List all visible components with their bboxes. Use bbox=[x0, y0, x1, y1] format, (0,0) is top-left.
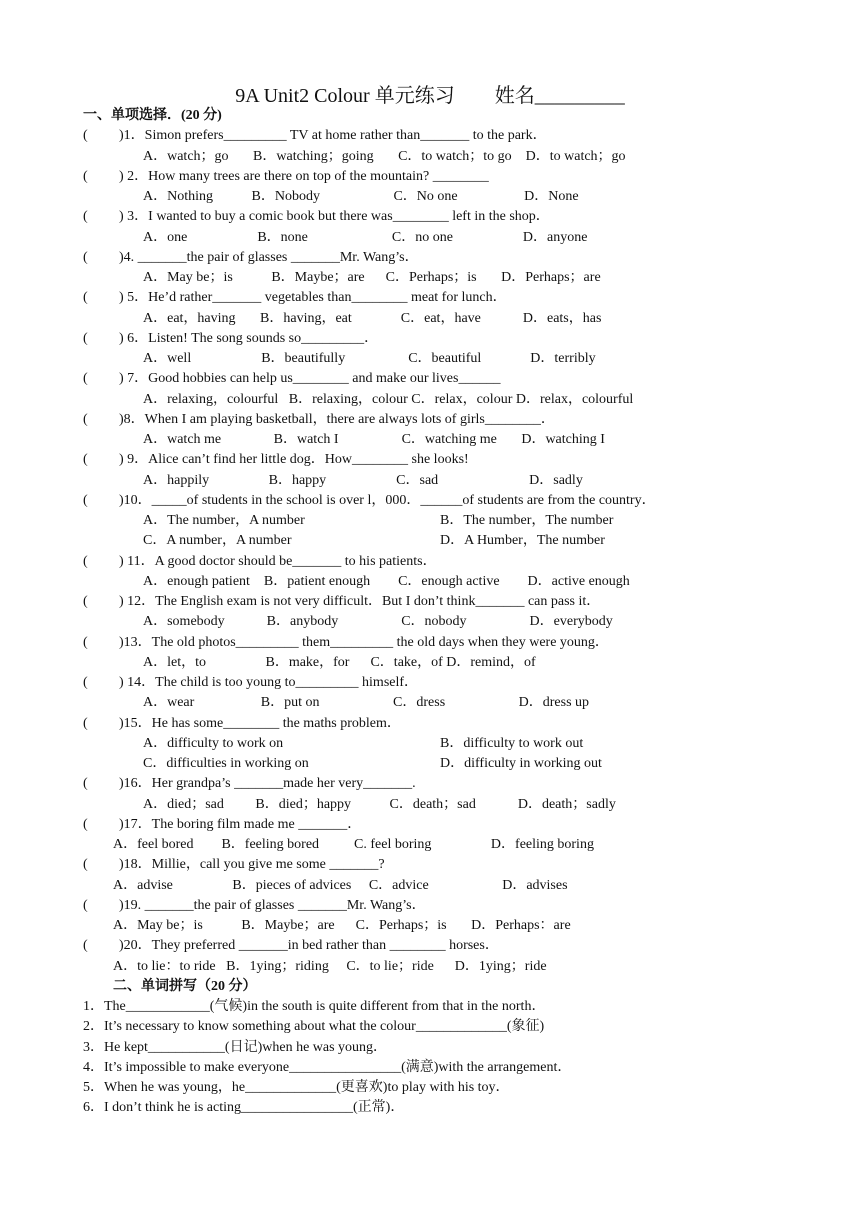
option-right: D．difficulty in working out bbox=[440, 756, 602, 771]
spelling-item: 1．The____________(气候)in the south is quite different from that in the north． bbox=[83, 999, 546, 1014]
question-item bbox=[83, 673, 418, 693]
answer-blank[interactable]: ( bbox=[83, 634, 88, 650]
answer-blank[interactable]: ( bbox=[83, 452, 88, 468]
question-text: )16．Her grandpa’s _______made her very_______. bbox=[119, 776, 416, 792]
answer-blank[interactable]: ( bbox=[83, 715, 88, 731]
option-right: B．difficulty to work out bbox=[440, 735, 584, 751]
question-item bbox=[83, 633, 609, 653]
question-text: )18．Millie，call you give me some _______? bbox=[119, 857, 385, 873]
answer-blank[interactable]: ( bbox=[83, 776, 88, 792]
answer-options: A．Nothing B．Nobody C．No one D．None bbox=[143, 189, 579, 204]
spelling-item: 3．He kept___________(日记)when he was young． bbox=[83, 1039, 388, 1055]
answer-options bbox=[143, 531, 605, 551]
option-left: A．difficulty to work on bbox=[143, 735, 284, 751]
question-item bbox=[83, 450, 469, 470]
question-item bbox=[83, 207, 550, 227]
section-heading: 二、单词拼写（20 分） bbox=[113, 978, 257, 994]
question-text: )1．Simon prefers_________ TV at home rather than_______ to the park． bbox=[119, 128, 547, 144]
answer-options: A．May be；is B．Maybe；are C．Perhaps；is D．Perhaps；are bbox=[143, 270, 601, 285]
question-text: )10．_____of students in the school is over l，000．______of students are from the country． bbox=[119, 492, 656, 508]
answer-blank[interactable]: ( bbox=[83, 897, 88, 913]
question-item bbox=[83, 288, 507, 308]
question-text: ) 14．The child is too young to_________ himself． bbox=[119, 675, 419, 690]
question-text: ) 5．He’d rather_______ vegetables than________ meat for lunch． bbox=[119, 290, 507, 306]
answer-options bbox=[143, 734, 584, 754]
question-text: ) 2．How many trees are there on top of the mountain? ________ bbox=[119, 168, 489, 184]
question-item bbox=[83, 126, 547, 146]
answer-blank[interactable]: ( bbox=[83, 371, 88, 387]
answer-options: A．wear B．put on C．dress D．dress up bbox=[143, 695, 590, 711]
spelling-item: 5．When he was young，he_____________(更喜欢)to play with his toy． bbox=[83, 1080, 510, 1095]
option-left: C．A number，A number bbox=[143, 533, 292, 549]
question-text: ) 11．A good doctor should be_______ to his patients． bbox=[119, 553, 437, 569]
answer-options: A．one B．none C．no one D．anyone bbox=[143, 229, 588, 245]
spelling-item: 4．It’s impossible to make everyone________________(满意)with the arrangement． bbox=[83, 1059, 572, 1075]
answer-blank[interactable]: ( bbox=[83, 168, 88, 184]
question-item bbox=[83, 936, 499, 956]
answer-blank[interactable]: ( bbox=[83, 249, 88, 265]
question-text: )15．He has some________ the maths problem． bbox=[119, 715, 401, 731]
question-text: ) 3．I wanted to buy a comic book but there was________ left in the shop． bbox=[119, 209, 550, 225]
option-right: B．The number，The number bbox=[440, 513, 614, 528]
question-item bbox=[83, 592, 600, 612]
answer-blank[interactable]: ( bbox=[83, 411, 88, 427]
answer-options: A．May be；is B．Maybe；are C．Perhaps；is D．Perhaps：are bbox=[113, 918, 571, 933]
question-item bbox=[83, 491, 656, 511]
answer-blank[interactable]: ( bbox=[83, 492, 88, 508]
question-item bbox=[83, 774, 416, 794]
answer-blank[interactable]: ( bbox=[83, 594, 88, 609]
answer-options: A．happily B．happy C．sad D．sadly bbox=[143, 472, 583, 488]
question-text: ) 6．Listen! The song sounds so_________． bbox=[119, 330, 379, 346]
option-right: D．A Humber，The number bbox=[440, 533, 605, 549]
answer-blank[interactable]: ( bbox=[83, 857, 88, 873]
answer-options: A．somebody B．anybody C．nobody D．everybody bbox=[143, 614, 613, 630]
page-title: 9A Unit2 Colour 单元练习 姓名_________ bbox=[235, 85, 625, 107]
answer-options: A．let，to B．make，for C．take，of D．remind，of bbox=[143, 654, 536, 670]
answer-options: A．well B．beautifully C．beautiful D．terribly bbox=[143, 351, 596, 366]
answer-options: A．enough patient B．patient enough C．enough active D．active enough bbox=[143, 573, 630, 589]
answer-options: A．advise B．pieces of advices C．advice D．advises bbox=[113, 877, 568, 893]
question-item bbox=[83, 167, 489, 187]
question-item bbox=[83, 369, 500, 389]
question-item bbox=[83, 855, 385, 875]
answer-blank[interactable]: ( bbox=[83, 675, 88, 690]
answer-options bbox=[143, 511, 614, 531]
answer-blank[interactable]: ( bbox=[83, 938, 88, 954]
option-left: C．difficulties in working on bbox=[143, 756, 309, 771]
section-heading: 一、单项选择．(20 分) bbox=[83, 108, 222, 123]
question-text: ) 7．Good hobbies can help us________ and make our lives______ bbox=[119, 371, 501, 387]
answer-options: A．watch；go B．watching；going C．to watch；to go D．to watch；go bbox=[143, 148, 626, 164]
answer-blank[interactable]: ( bbox=[83, 209, 88, 225]
question-text: )17．The boring film made me _______． bbox=[119, 816, 362, 832]
question-item bbox=[83, 896, 426, 916]
question-item bbox=[83, 815, 361, 835]
question-text: )4. _______the pair of glasses _______Mr. Wang’s． bbox=[119, 249, 419, 265]
answer-options bbox=[143, 754, 602, 774]
question-text: )20．They preferred _______in bed rather than ________ horses． bbox=[119, 938, 499, 954]
question-item bbox=[83, 410, 555, 430]
answer-blank[interactable]: ( bbox=[83, 553, 88, 569]
answer-blank[interactable]: ( bbox=[83, 128, 88, 144]
question-item bbox=[83, 552, 437, 572]
answer-blank[interactable]: ( bbox=[83, 290, 88, 306]
question-text: ) 12．The English exam is not very difficult．But I don’t think_______ can pass it． bbox=[119, 594, 601, 609]
question-item bbox=[83, 329, 378, 349]
answer-options: A．watch me B．watch I C．watching me D．watching I bbox=[143, 432, 605, 447]
question-item bbox=[83, 248, 419, 268]
answer-options: A．to lie：to ride B．1ying；riding C．to lie；ride D．1ying；ride bbox=[113, 958, 547, 974]
question-text: )13．The old photos_________ them_________ the old days when they were young． bbox=[119, 634, 609, 650]
answer-blank[interactable]: ( bbox=[83, 330, 88, 346]
question-text: ) 9．Alice can’t find her little dog．How________ she looks! bbox=[119, 452, 469, 468]
answer-blank[interactable]: ( bbox=[83, 816, 88, 832]
answer-options: A．relaxing，colourful B．relaxing，colour C．relax，colour D．relax，colourful bbox=[143, 391, 634, 407]
spelling-item: 2．It’s necessary to know something about what the colour_____________(象征) bbox=[83, 1019, 545, 1035]
question-text: )19. _______the pair of glasses _______Mr. Wang’s． bbox=[119, 897, 426, 913]
answer-options: A．died；sad B．died；happy C．death；sad D．death；sadly bbox=[143, 796, 616, 812]
question-item bbox=[83, 714, 401, 734]
question-text: )8．When I am playing basketball，there are always lots of girls________． bbox=[119, 411, 555, 427]
answer-options: A．feel bored B．feeling bored C. feel boring D．feeling boring bbox=[113, 837, 594, 852]
option-left: A．The number，A number bbox=[143, 513, 305, 528]
spelling-item: 6．I don’t think he is acting________________(正常)． bbox=[83, 1100, 405, 1116]
answer-options: A．eat，having B．having，eat C．eat，have D．eats，has bbox=[143, 310, 602, 326]
